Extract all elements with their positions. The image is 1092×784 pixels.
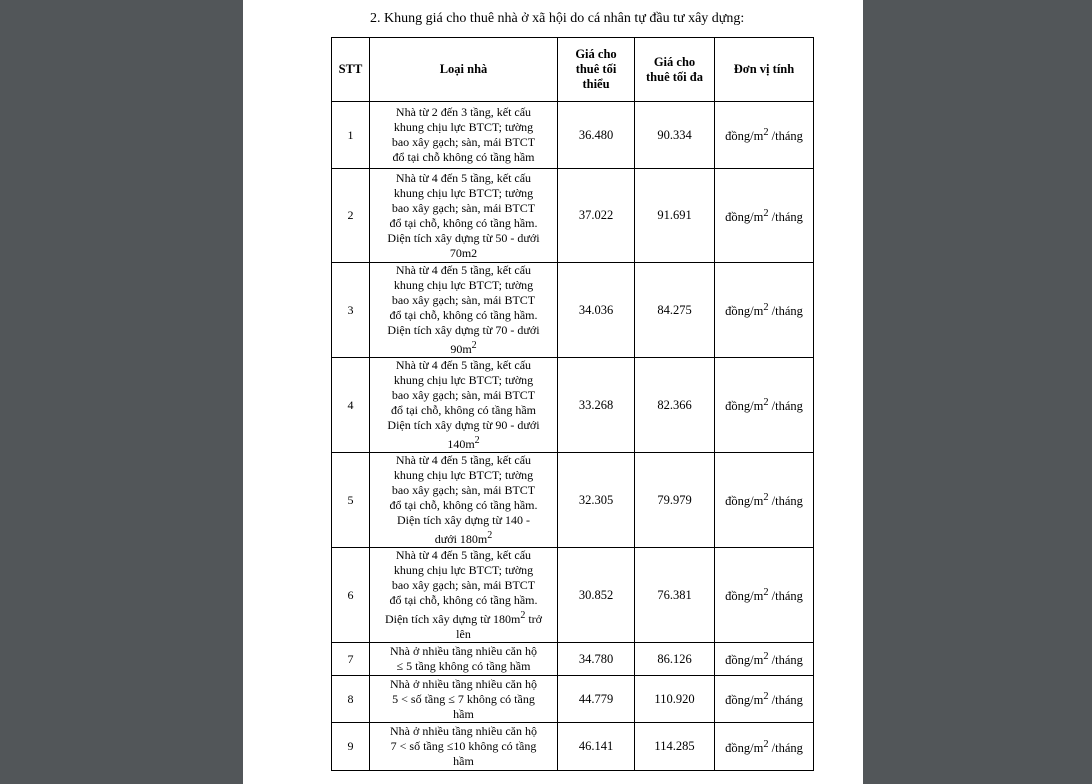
cell-max-price: 84.275 [635,263,715,358]
table-row [332,453,814,548]
desc-line: Nhà ở nhiều tầng nhiều căn hộ [390,676,537,691]
cell-stt: 6 [332,548,370,643]
desc-text: 90m [450,342,472,356]
header-unit: Đơn vị tính [715,38,814,102]
desc-line: Diện tích xây dựng từ 70 - dưới [387,323,540,337]
desc-line: Nhà từ 4 đến 5 tầng, kết cấu [395,453,532,467]
cell-unit [715,723,814,771]
cell-unit [715,453,814,548]
desc-line: bao xây gạch; sàn, mái BTCT [391,483,536,497]
desc-line: hầm [453,706,474,721]
desc-line: khung chịu lực BTCT; tường [393,120,534,134]
header-max-price [635,38,715,102]
desc-line: Nhà ở nhiều tầng nhiều căn hộ [390,724,537,738]
unit-sup: 2 [763,738,769,750]
desc-line: khung chịu lực BTCT; tường [393,468,534,482]
desc-line-last [373,433,554,452]
table-row [332,548,814,643]
section-heading: 2. Khung giá cho thuê nhà ở xã hội do cá nhân tự đầu tư xây dựng: [370,11,745,26]
cell-min-price: 46.141 [558,723,635,771]
unit-suffix: /tháng [768,210,803,225]
unit-prefix: đồng/m [725,304,764,319]
unit-sup: 2 [763,302,769,314]
cell-max-price: 79.979 [635,453,715,548]
desc-line: Nhà từ 2 đến 3 tầng, kết cấu [395,105,532,119]
unit-sup: 2 [763,587,769,599]
unit-suffix: /tháng [768,741,803,756]
cell-min-price: 32.305 [558,453,635,548]
desc-line: bao xây gạch; sàn, mái BTCT [391,135,536,149]
desc-line: đổ tại chỗ, không có tầng hầm. [389,498,538,512]
unit-sup: 2 [763,127,769,139]
unit-prefix: đồng/m [725,494,764,509]
unit-suffix: /tháng [768,494,803,509]
cell-max-price: 91.691 [635,169,715,263]
unit-sup: 2 [763,492,769,504]
desc-line: đổ tại chỗ, không có tầng hầm [391,403,536,417]
unit-prefix: đồng/m [725,129,764,144]
unit-suffix: /tháng [768,304,803,319]
desc-line: khung chịu lực BTCT; tường [393,278,534,292]
desc-line: 5 < số tầng ≤ 7 không có tầng [392,691,535,706]
desc-line: Nhà từ 4 đến 5 tầng, kết cấu [395,263,532,277]
unit-suffix: /tháng [768,129,803,144]
cell-type [370,676,558,723]
header-max-line: thuê tối đa [646,69,703,84]
cell-max-price: 86.126 [635,643,715,676]
cell-type [370,358,558,453]
cell-unit [715,102,814,169]
cell-min-price: 34.036 [558,263,635,358]
unit-suffix: /tháng [768,693,803,708]
desc-line-area [373,608,554,627]
cell-stt: 8 [332,676,370,723]
cell-type [370,263,558,358]
table-row [332,169,814,263]
cell-stt: 5 [332,453,370,548]
cell-unit [715,263,814,358]
cell-stt: 9 [332,723,370,771]
cell-type [370,102,558,169]
header-min-line: Giá cho [575,47,617,61]
cell-type [370,169,558,263]
cell-stt: 3 [332,263,370,358]
desc-line: Nhà ở nhiều tầng nhiều căn hộ [390,644,537,658]
header-min-price [558,38,635,102]
cell-max-price: 114.285 [635,723,715,771]
desc-line: ≤ 5 tầng không có tầng hầm [396,659,531,673]
desc-line: Diện tích xây dựng từ 90 - dưới [387,418,540,432]
desc-line: Diện tích xây dựng từ 140 - [397,513,530,527]
cell-unit [715,358,814,453]
cell-min-price: 30.852 [558,548,635,643]
cell-min-price: 37.022 [558,169,635,263]
cell-type [370,548,558,643]
unit-suffix: /tháng [768,653,803,668]
header-max-line: Giá cho [653,54,696,69]
desc-line: Nhà từ 4 đến 5 tầng, kết cấu [395,548,532,562]
desc-line: Nhà từ 4 đến 5 tầng, kết cấu [395,358,532,372]
desc-line: đổ tại chỗ không có tầng hầm [392,150,535,164]
cell-unit [715,169,814,263]
unit-suffix: /tháng [768,399,803,414]
desc-line: khung chịu lực BTCT; tường [393,185,534,200]
document-page [243,0,863,784]
cell-stt: 1 [332,102,370,169]
desc-sup: 2 [471,340,477,351]
desc-line-last [373,338,554,357]
header-type: Loại nhà [370,38,558,102]
desc-line: khung chịu lực BTCT; tường [393,563,534,577]
desc-text: dưới 180m [434,532,488,546]
header-min-line: thuê tối [575,62,617,76]
desc-line: bao xây gạch; sàn, mái BTCT [391,388,536,402]
unit-prefix: đồng/m [725,653,764,668]
header-min-line: thiểu [582,77,610,91]
desc-line: bao xây gạch; sàn, mái BTCT [391,293,536,307]
desc-sup: 2 [474,435,480,446]
desc-line: bao xây gạch; sàn, mái BTCT [391,200,536,215]
table-row [332,723,814,771]
cell-unit [715,548,814,643]
table-row [332,358,814,453]
desc-line: bao xây gạch; sàn, mái BTCT [391,578,536,592]
cell-max-price: 110.920 [635,676,715,723]
unit-prefix: đồng/m [725,741,764,756]
desc-line: hầm [453,754,474,768]
table-header-row [332,38,814,102]
unit-sup: 2 [763,397,769,409]
cell-stt: 4 [332,358,370,453]
table-row [332,643,814,676]
unit-suffix: /tháng [768,589,803,604]
unit-sup: 2 [763,691,769,703]
desc-sup: 2 [520,610,526,621]
desc-text: Diện tích xây dựng từ 180m [384,612,521,626]
desc-text: 140m [447,437,475,451]
desc-line-last: lên [456,627,471,641]
desc-line: đổ tại chỗ, không có tầng hầm. [389,215,538,230]
cell-min-price: 36.480 [558,102,635,169]
cell-type [370,723,558,771]
cell-type [370,643,558,676]
desc-line: khung chịu lực BTCT; tường [393,373,534,387]
rent-price-table [331,37,814,771]
desc-line: Diện tích xây dựng từ 50 - dưới [387,230,540,245]
header-stt: STT [332,38,370,102]
table-row [332,676,814,723]
desc-line: 70m2 [449,245,478,260]
unit-sup: 2 [763,207,769,219]
desc-line: Nhà từ 4 đến 5 tầng, kết cấu [395,170,532,185]
unit-prefix: đồng/m [725,399,764,414]
desc-line: đổ tại chỗ, không có tầng hầm. [389,308,538,322]
cell-unit [715,676,814,723]
desc-line-last [373,528,554,547]
table-row [332,263,814,358]
cell-max-price: 82.366 [635,358,715,453]
unit-prefix: đồng/m [725,693,764,708]
cell-min-price: 34.780 [558,643,635,676]
cell-max-price: 90.334 [635,102,715,169]
unit-prefix: đồng/m [725,589,764,604]
cell-unit [715,643,814,676]
cell-stt: 2 [332,169,370,263]
cell-type [370,453,558,548]
table-row [332,102,814,169]
cell-max-price: 76.381 [635,548,715,643]
cell-min-price: 33.268 [558,358,635,453]
desc-text: trở [525,612,542,626]
desc-sup: 2 [487,530,493,541]
desc-line: 7 < số tầng ≤10 không có tầng [390,739,537,753]
unit-prefix: đồng/m [725,210,764,225]
unit-sup: 2 [763,651,769,663]
cell-stt: 7 [332,643,370,676]
cell-min-price: 44.779 [558,676,635,723]
desc-line: đổ tại chỗ, không có tầng hầm. [389,593,538,607]
